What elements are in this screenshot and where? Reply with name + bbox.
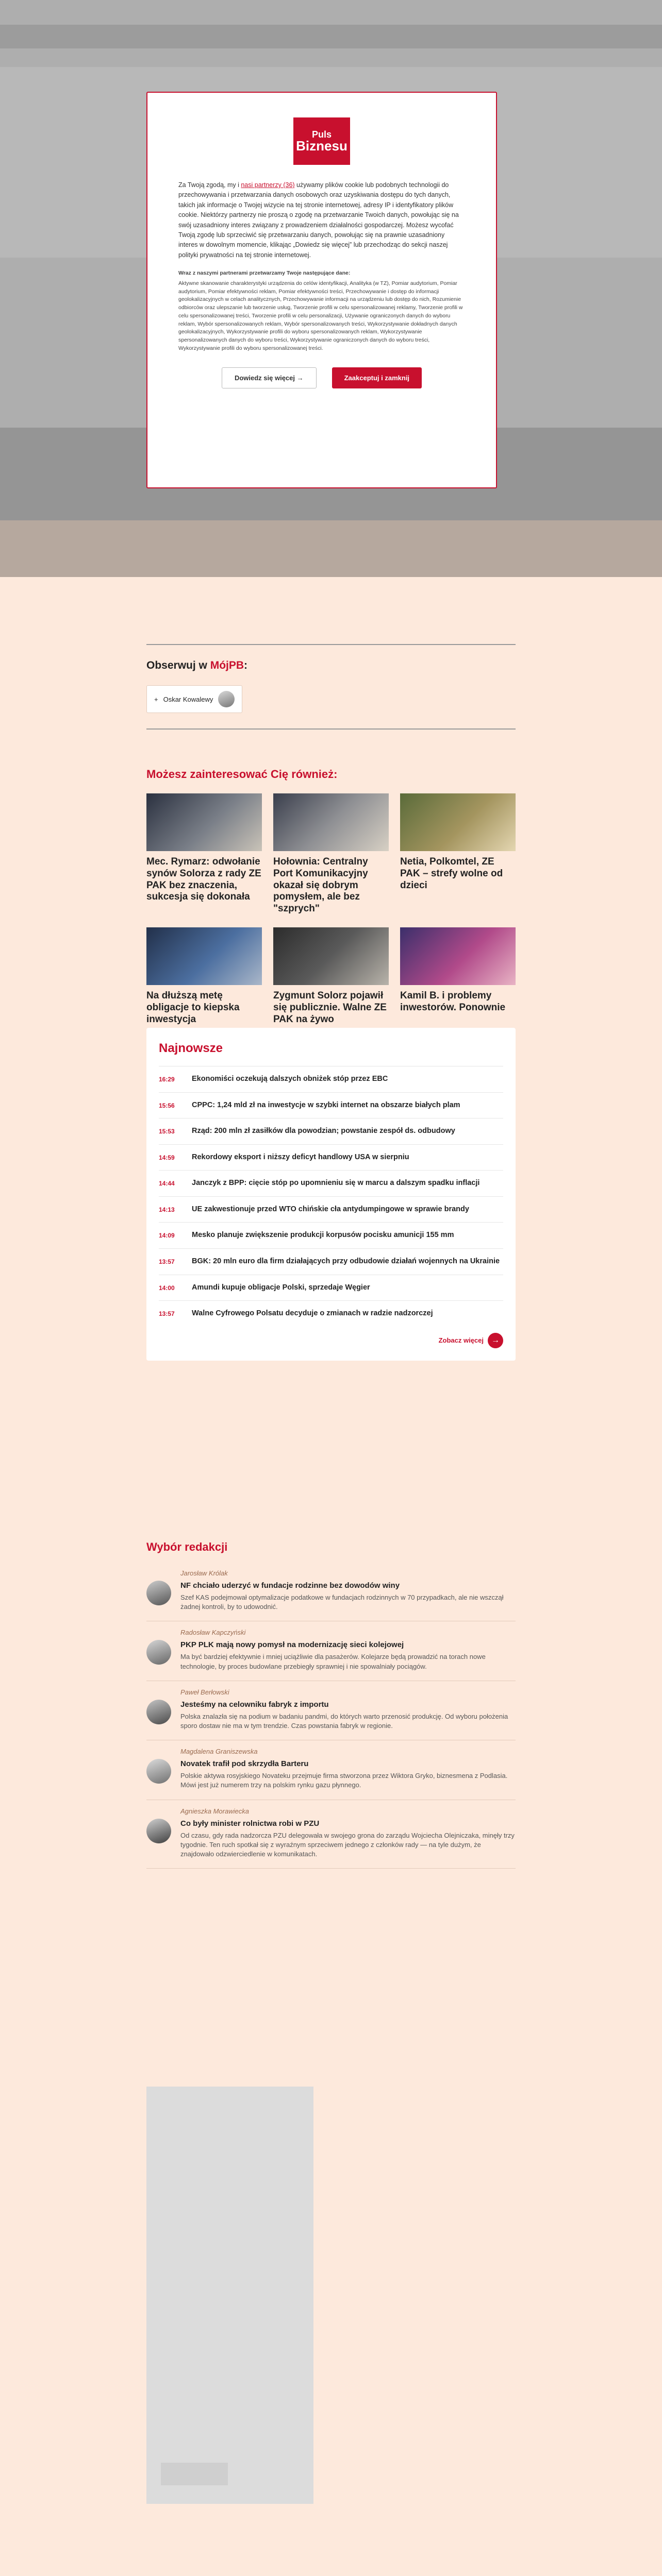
- editors-item[interactable]: Paweł Berłowski Jesteśmy na celowniku fabryk z importu Polska znalazła się na podium w badaniu pandmi, do których warto przenosić produkcję. Od wyboru położenia sporo dostaw nie ma w tym trendzie. Czas powstania fabryk w regionie.: [146, 1681, 516, 1740]
- follow-author-pill[interactable]: + Oskar Kowalewy: [146, 685, 242, 713]
- author-avatar: [146, 1581, 171, 1605]
- related-card-image: [273, 793, 389, 851]
- purposes-heading: Wraz z naszymi partnerami przetwarzamy Twoje następujące dane:: [178, 270, 351, 276]
- related-card[interactable]: Hołownia: Centralny Port Komunikacyjny okazał się dobrym pomysłem, ale bez "szprych": [273, 793, 389, 915]
- related-heading: Możesz zainteresować Cię również:: [146, 768, 338, 781]
- consent-buttons: [178, 367, 465, 388]
- related-card[interactable]: Zygmunt Solorz pojawił się publicznie. Walne ZE PAK na żywo: [273, 927, 389, 1025]
- author-avatar: [146, 1819, 171, 1843]
- accept-close-button[interactable]: Zaakceptuj i zamknij: [332, 367, 422, 388]
- latest-heading: Najnowsze: [159, 1041, 223, 1055]
- related-card-image: [146, 927, 262, 985]
- observe-section: [146, 644, 516, 730]
- latest-item[interactable]: 15:53 Rząd: 200 mln zł zasiłków dla powodzian; powstanie zespół ds. odbudowy: [159, 1118, 503, 1144]
- latest-item[interactable]: 14:00 Amundi kupuje obligacje Polski, sprzedaje Węgier: [159, 1275, 503, 1301]
- purposes-text: Aktywne skanowanie charakterystyki urządzenia do celów identyfikacji, Analityka (w TZ), Pomiar audytorium, Pomiar audytorium, Pomiar efektywności reklam, Pomiar efektywności treści, Przechowywanie i dostęp do informacji geolokalizacyjnych w celach analitycznych, Przechowywanie informacji na urządzeniu lub dostęp do nich, Rozumienie odbiorców oraz ulepszanie lub tworzenie usług, Tworzenie profili w celu spersonalizowanej reklamy, Tworzenie profili w celu spersonalizowanej treści, Tworzenie profili w celu personalizacji, Używanie ograniczonych danych do wyboru reklam, Wybór spersonalizowanych reklam, Wybór spersonalizowanych treści, Wykorzystywanie dokładnych danych geolokalizacyjnych, Wykorzystywanie profili do wyboru spersonalizowanych reklam, Wykorzystywanie spersonalizowanych danych do wyboru treści, Wykorzystywanie ograniczonych danych do wyboru treści, Wykorzystywanie profili do wyboru spersonalizowanej treści.: [178, 280, 463, 351]
- arrow-right-icon: →: [488, 1333, 503, 1348]
- latest-item[interactable]: 14:09 Mesko planuje zwiększenie produkcji korpusów pocisku amunicji 155 mm: [159, 1222, 503, 1248]
- editors-heading: Wybór redakcji: [146, 1540, 228, 1553]
- related-card[interactable]: Mec. Rymarz: odwołanie synów Solorza z rady ZE PAK bez znaczenia, sukcesja się dokonała: [146, 793, 262, 915]
- related-card-image: [273, 927, 389, 985]
- latest-item[interactable]: 14:59 Rekordowy eksport i niższy deficyt handlowy USA w sierpniu: [159, 1144, 503, 1171]
- latest-item[interactable]: 13:57 Walne Cyfrowego Polsatu decyduje o zmianach w radzie nadzorczej: [159, 1300, 503, 1327]
- latest-box: [146, 1028, 516, 1361]
- consent-modal: [146, 92, 497, 488]
- author-avatar: [146, 1759, 171, 1784]
- puls-biznesu-logo: Puls Biznesu: [293, 117, 350, 165]
- editors-item[interactable]: Jarosław Królak NF chciało uderzyć w fundacje rodzinne bez dowodów winy Szef KAS podejmował optymalizacje podatkowe w fundacjach rodzinnych w 70 przypadkach, ale nie wszczął żadnej kontroli, by to udowodnić.: [146, 1562, 516, 1621]
- author-avatar: [218, 691, 235, 707]
- latest-item[interactable]: 13:57 BGK: 20 mln euro dla firm działających przy odbudowie działań wojennych na Ukrainie: [159, 1248, 503, 1275]
- editors-item[interactable]: Agnieszka Morawiecka Co były minister rolnictwa robi w PZU Od czasu, gdy rada nadzorcza PZU delegowała w swojego grona do zarządu Wojciecha Olejniczaka, minęły trzy tygodnie. Ten ruch spotkał się z wyraźnym sprzeciwem jednego z członków rady — na tyle dużym, że znajdowało odzwierciedlenie w komunikatach.: [146, 1800, 516, 1869]
- divider: [146, 644, 516, 645]
- advertisement-slot: [146, 2087, 313, 2504]
- author-avatar: [146, 1700, 171, 1724]
- advertisement-label: [161, 2463, 228, 2485]
- editors-section: [146, 1540, 516, 1869]
- observe-heading: Obserwuj w MójPB:: [146, 659, 248, 671]
- plus-icon: +: [154, 695, 158, 703]
- latest-section: [146, 1028, 516, 1361]
- divider: [146, 728, 516, 730]
- learn-more-button[interactable]: Dowiedz się więcej →: [222, 367, 317, 388]
- related-card[interactable]: Netia, Polkomtel, ZE PAK – strefy wolne od dzieci: [400, 793, 516, 915]
- editors-item[interactable]: Radosław Kapczyński PKP PLK mają nowy pomysł na modernizację sieci kolejowej Ma być bardziej efektywnie i mniej uciążliwie dla pasażerów. Kolejarze będą prowadzić na torach nowe technologie, by proces budowlane przebiegły sprawniej i nie spowalniały pociągów.: [146, 1621, 516, 1681]
- related-card[interactable]: Kamil B. i problemy inwestorów. Ponownie: [400, 927, 516, 1025]
- consent-purposes: [178, 269, 465, 353]
- related-grid: [146, 793, 516, 1025]
- related-section: [146, 768, 516, 1025]
- consent-intro: Za Twoją zgodą, my i nasi partnerzy (36) używamy plików cookie lub podobnych technologii do przechowywania i przetwarzania danych osobowych oraz uzyskiwania dostępu do tych danych, takich jak informacje o Twojej wizycie na tej stronie internetowej, adresy IP i identyfikatory plików cookie. Niektórzy partnerzy nie proszą o zgodę na przetwarzanie Twoich danych, powołując się na swój uzasadniony interes związany z prowadzeniem działalności gospodarczej. Możesz wycofać Twoją zgodę lub sprzeciwić się przetwarzaniu danych, powołując się na prawnie uzasadniony interes w dowolnym momencie, klikając „Dowiedz się więcej” lub przechodząc do sekcji naszej polityki prywatności na tej stronie internetowej.: [178, 181, 459, 259]
- partners-link[interactable]: nasi partnerzy (36): [241, 181, 295, 189]
- latest-item[interactable]: 15:56 CPPC: 1,24 mld zł na inwestycje w szybki internet na obszarze białych plam: [159, 1092, 503, 1118]
- latest-item[interactable]: 14:13 UE zakwestionuje przed WTO chińskie cła antydumpingowe w sprawie brandy: [159, 1196, 503, 1223]
- related-card-image: [400, 793, 516, 851]
- latest-item[interactable]: 16:29 Ekonomiści oczekują dalszych obniżek stóp przez EBC: [159, 1066, 503, 1092]
- editors-item[interactable]: Magdalena Graniszewska Novatek trafił pod skrzydła Barteru Polskie aktywa rosyjskiego Novateku przejmuje firma stworzona przez Wiktora Gryko, biznesmena z Podlasia. Mówi jest już numerem trzy na polskim rynku gazu płynnego.: [146, 1740, 516, 1800]
- related-card-image: [400, 927, 516, 985]
- related-card-image: [146, 793, 262, 851]
- related-card[interactable]: Na dłuższą metę obligacje to kiepska inwestycja: [146, 927, 262, 1025]
- latest-item[interactable]: 14:44 Janczyk z BPP: cięcie stóp po upomnieniu się w marcu a dalszym spadku inflacji: [159, 1170, 503, 1196]
- author-avatar: [146, 1640, 171, 1665]
- see-more-link[interactable]: Zobacz więcej →: [159, 1333, 503, 1348]
